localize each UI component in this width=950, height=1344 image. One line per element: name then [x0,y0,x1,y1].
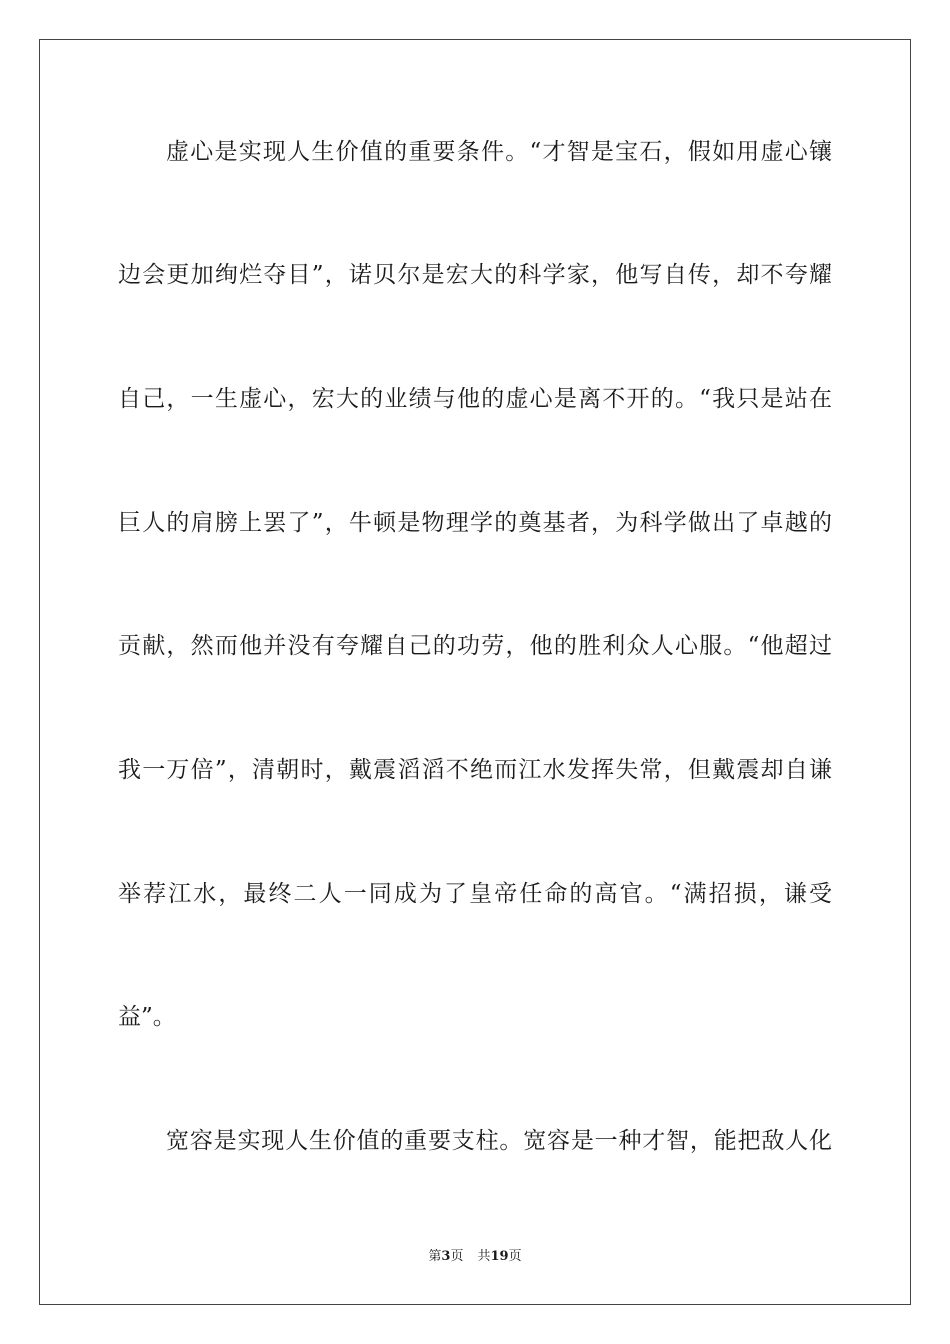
paragraph-1-line-5: 贡献，然而他并没有夸耀自己的功劳，他的胜利众人心服。“他超过 [118,633,832,659]
paragraph-1-line-7: 举荐江水，最终二人一同成为了皇帝任命的高官。“满招损，谦受 [118,881,832,907]
paragraph-1-line-6: 我一万倍”，清朝时，戴震滔滔不绝而江水发挥失常，但戴震却自谦 [118,757,832,783]
page-border [39,39,911,1305]
paragraph-2-line-1: 宽容是实现人生价值的重要支柱。宽容是一种才智，能把敌人化 [166,1128,832,1154]
page-footer [0,1248,950,1266]
page-number: 3 [441,1249,451,1264]
total-prefix: 共 [477,1249,491,1264]
paragraph-1-line-3: 自己，一生虚心，宏大的业绩与他的虚心是离不开的。“我只是站在 [118,386,832,412]
paragraph-1-line-8: 益”。 [118,1004,176,1030]
total-suffix: 页 [508,1249,522,1264]
paragraph-1-line-4: 巨人的肩膀上罢了”，牛顿是物理学的奠基者，为科学做出了卓越的 [118,510,832,536]
paragraph-1-line-2: 边会更加绚烂夺目”，诺贝尔是宏大的科学家，他写自传，却不夸耀 [118,262,832,288]
page-suffix: 页 [450,1249,464,1264]
paragraph-1-line-1: 虚心是实现人生价值的重要条件。“才智是宝石，假如用虚心镶 [166,139,832,165]
page-prefix: 第 [428,1249,442,1264]
total-pages: 19 [490,1249,509,1264]
